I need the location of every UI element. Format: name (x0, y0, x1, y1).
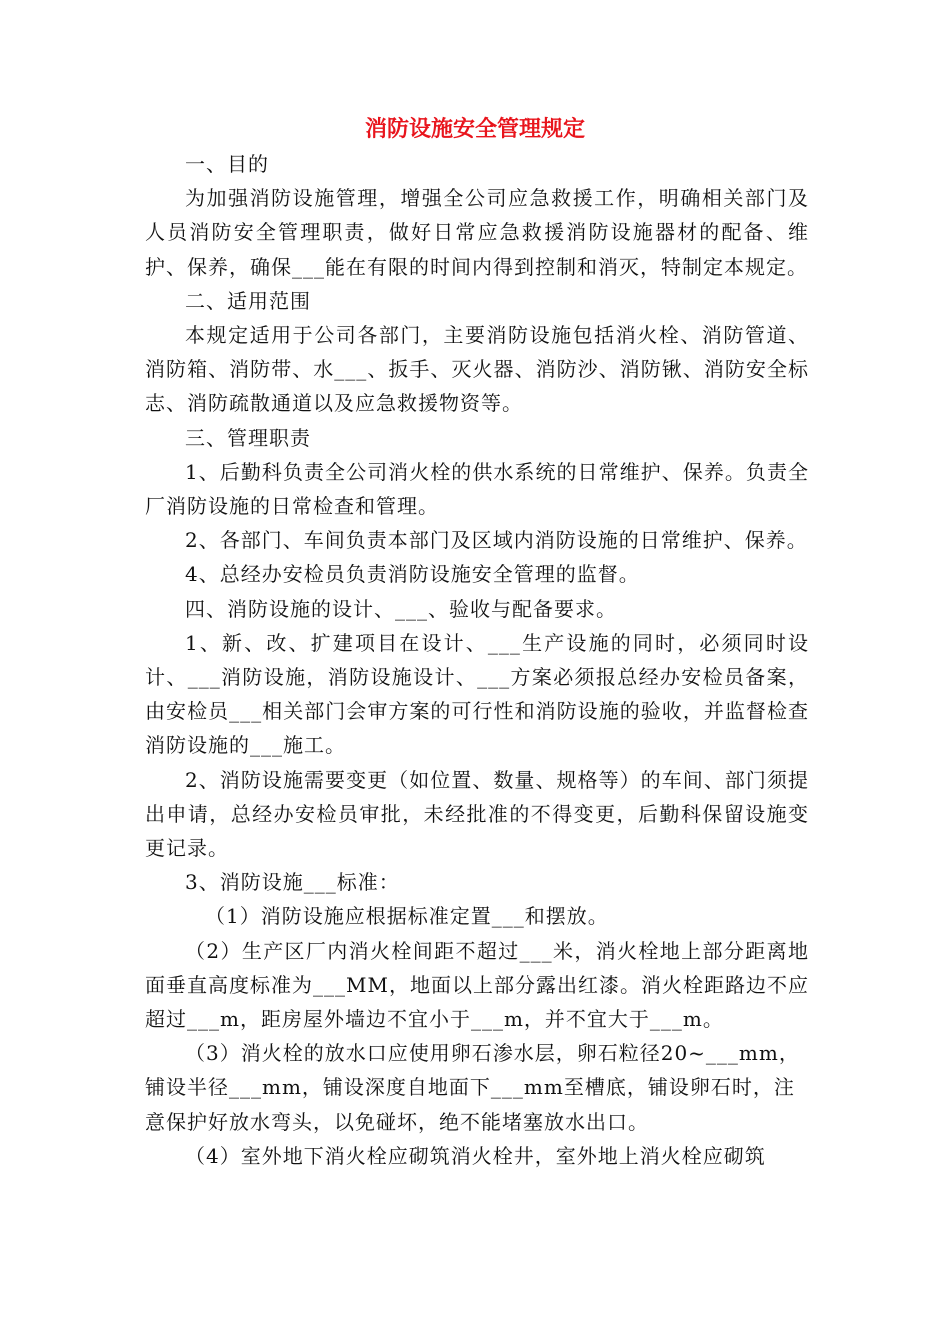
paragraph-purpose: 为加强消防设施管理，增强全公司应急救援工作，明确相关部门及人员消防安全管理职责，做好日常应急救援消防设施器材的配备、维护、保养，确保___能在有限的时间内得到控制和消灭，特制定本规定。 (145, 186, 809, 279)
paragraph-design-1: 1、新、改、扩建项目在设计、___生产设施的同时，必须同时设计、___消防设施，消防设施设计、___方案必须报总经办安检员备案，由安检员___相关部门会审方案的可行性和消防设施的验收，并监督检查消防设施的___施工。 (145, 630, 809, 758)
paragraph-scope: 本规定适用于公司各部门，主要消防设施包括消火栓、消防管道、消防箱、消防带、水___、扳手、灭火器、消防沙、消防锹、消防安全标志、消防疏散通道以及应急救援物资等。 (145, 323, 809, 416)
paragraph-standard-2: （2）生产区厂内消火栓间距不超过___米，消火栓地上部分距离地面垂直高度标准为___MM，地面以上部分露出红漆。消火栓距路边不应超过___m，距房屋外墙边不宜小于___m，并不宜大于___m。 (145, 938, 809, 1032)
paragraph-design-3: 3、消防设施___标准： (185, 870, 400, 895)
document-body (145, 147, 809, 1173)
heading-scope: 二、适用范围 (185, 288, 311, 313)
paragraph-responsibility-1: 1、后勤科负责全公司消火栓的供水系统的日常维护、保养。负责全厂消防设施的日常检查和管理。 (145, 459, 809, 519)
paragraph-standard-4: （4）室外地下消火栓应砌筑消火栓井，室外地上消火栓应砌筑 (185, 1143, 766, 1168)
paragraph-standard-3: （3）消火栓的放水口应使用卵石渗水层，卵石粒径20~___mm，铺设半径___mm，铺设深度自地面下___mm至槽底，铺设卵石时，注意保护好放水弯头，以免碰坏，绝不能堵塞放水出口。 (145, 1041, 800, 1134)
heading-design-requirements: 四、消防设施的设计、___、验收与配备要求。 (185, 596, 617, 621)
paragraph-responsibility-4: 4、总经办安检员负责消防设施安全管理的监督。 (185, 562, 640, 587)
paragraph-standard-1: （1）消防设施应根据标准定置___和摆放。 (205, 904, 609, 929)
heading-responsibilities: 三、管理职责 (185, 425, 311, 450)
paragraph-design-2: 2、消防设施需要变更（如位置、数量、规格等）的车间、部门须提出申请，总经办安检员审批，未经批准的不得变更，后勤科保留设施变更记录。 (145, 767, 809, 861)
document-title: 消防设施安全管理规定 (364, 116, 585, 142)
heading-purpose: 一、目的 (185, 152, 269, 176)
paragraph-responsibility-2: 2、各部门、车间负责本部门及区域内消防设施的日常维护、保养。 (185, 528, 808, 553)
